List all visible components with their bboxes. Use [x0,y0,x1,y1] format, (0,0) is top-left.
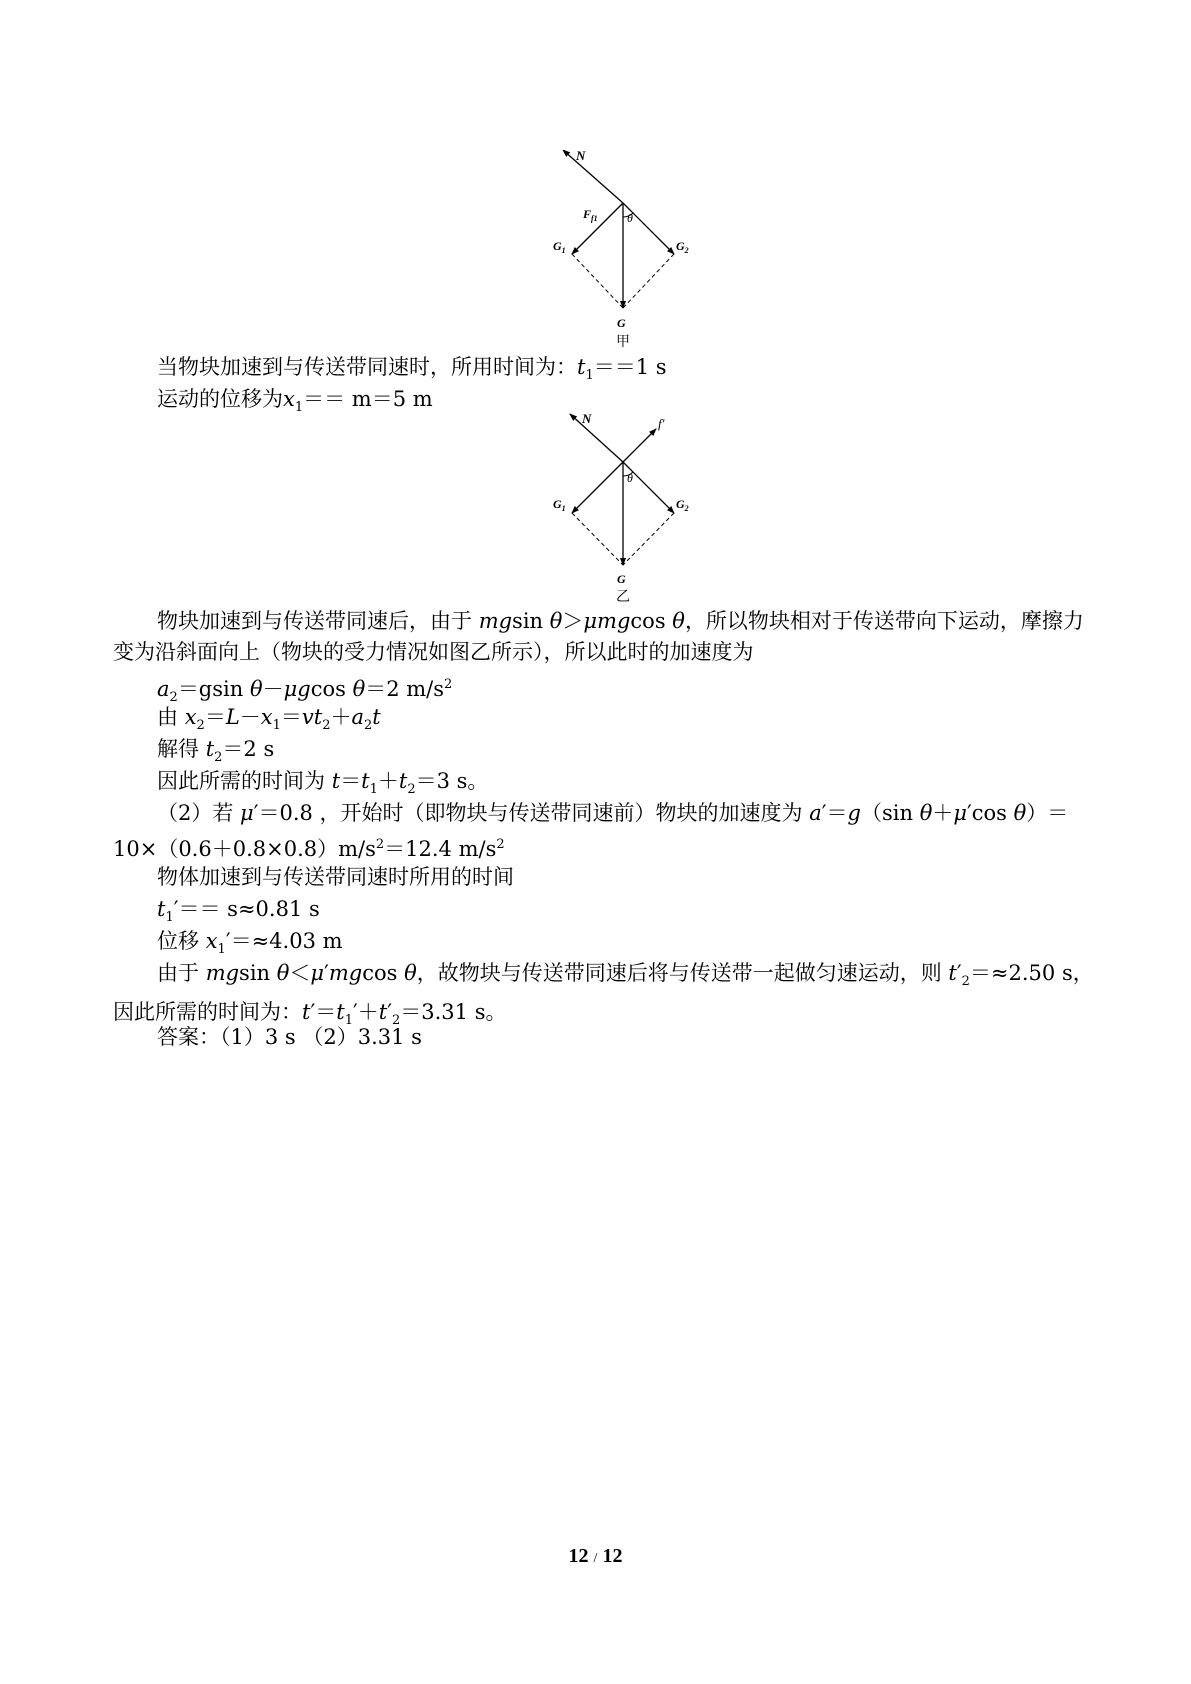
label-G: G [617,316,626,330]
force-diagram-jia [548,150,698,350]
text-line-7: 物体加速到与传送带同速时所用的时间 [157,865,514,889]
label-theta: θ [627,471,633,485]
label-G: G [617,572,626,586]
dashed-line-right [623,254,674,308]
label-G2: $G_2$ [676,239,689,255]
figure-caption-jia: 甲 [616,334,630,350]
force-diagram-yi [548,412,698,604]
force-diagram-yi-svg [548,412,698,604]
normal-force-arrow [563,150,623,203]
text-line-2: 运动的位移为$x_1== m=5$ m [157,387,433,416]
force-diagram-jia-svg [548,150,698,350]
friction-arrow [623,429,656,462]
label-theta: θ [627,211,633,225]
label-N: N [582,412,592,426]
paragraph-3: 由于 mgsin θ＜μ′mgcos θ，故物块与传送带同速后将与传送带一起做匀速运动，则 $t'_2=\approx 2.50$ s，因此所需的时间为：$t'=t_1'+t'_2=3.31$ s。 [113,961,1094,1029]
current-page: 12 [568,1545,589,1567]
dashed-line-left [572,513,623,565]
text-line-9: 位移 $x_1'=\approx 4.03$ m [157,929,343,958]
text-line-3: $a_2=gsin$ θ－μgcos θ＝2 $m/s^2$ [157,677,453,706]
dashed-line-left [572,254,623,308]
page-separator: / [593,1551,598,1566]
g2-arrow [623,462,674,513]
text-line-4: 由 $x_2=L-x_1=vt_2+a_2t$ [157,705,381,734]
g1-arrow [572,203,623,254]
text-line-5: 解得 $t_2=2$ s [157,737,275,766]
text-line-6: 因此所需的时间为 $t=t_1+t_2=3$ s。 [157,769,489,798]
text-line-1: 当物块加速到与传送带同速时，所用时间为：$t_1==1$ s [157,355,667,384]
answer-line: 答案：（1）3 s （2）3.31 s [157,1025,422,1049]
paragraph-1: 物块加速到与传送带同速后，由于 mgsin θ＞μmgcos θ，所以物块相对于传送带向下运动，摩擦力变为沿斜面向上（物块的受力情况如图乙所示），所以此时的加速度为 [113,609,1084,664]
label-G2: $G_2$ [676,497,689,513]
total-pages: 12 [602,1545,623,1567]
label-f: f′ [658,416,665,431]
normal-force-arrow [570,414,623,462]
label-G1: $G_1$ [553,497,566,513]
page-number-footer [0,1545,1191,1568]
g1-arrow [572,462,623,513]
paragraph-2: （2）若 μ′＝0.8 ，开始时（即物块与传送带同速前）物块的加速度为 a′＝g（sin θ＋μ′cos $\theta)=10\times(0.6+0.8\times 0.8)m/s^2=12.4$ $m/s^2$ [113,801,1069,861]
label-G1: $G_1$ [553,239,566,255]
text-line-8: $t_1'== s\approx 0.81$ s [157,897,320,926]
label-F: $F_{f1}$ [583,207,598,223]
label-N: N [576,150,586,163]
dashed-line-right [623,513,674,565]
figure-caption-yi: 乙 [616,589,630,604]
